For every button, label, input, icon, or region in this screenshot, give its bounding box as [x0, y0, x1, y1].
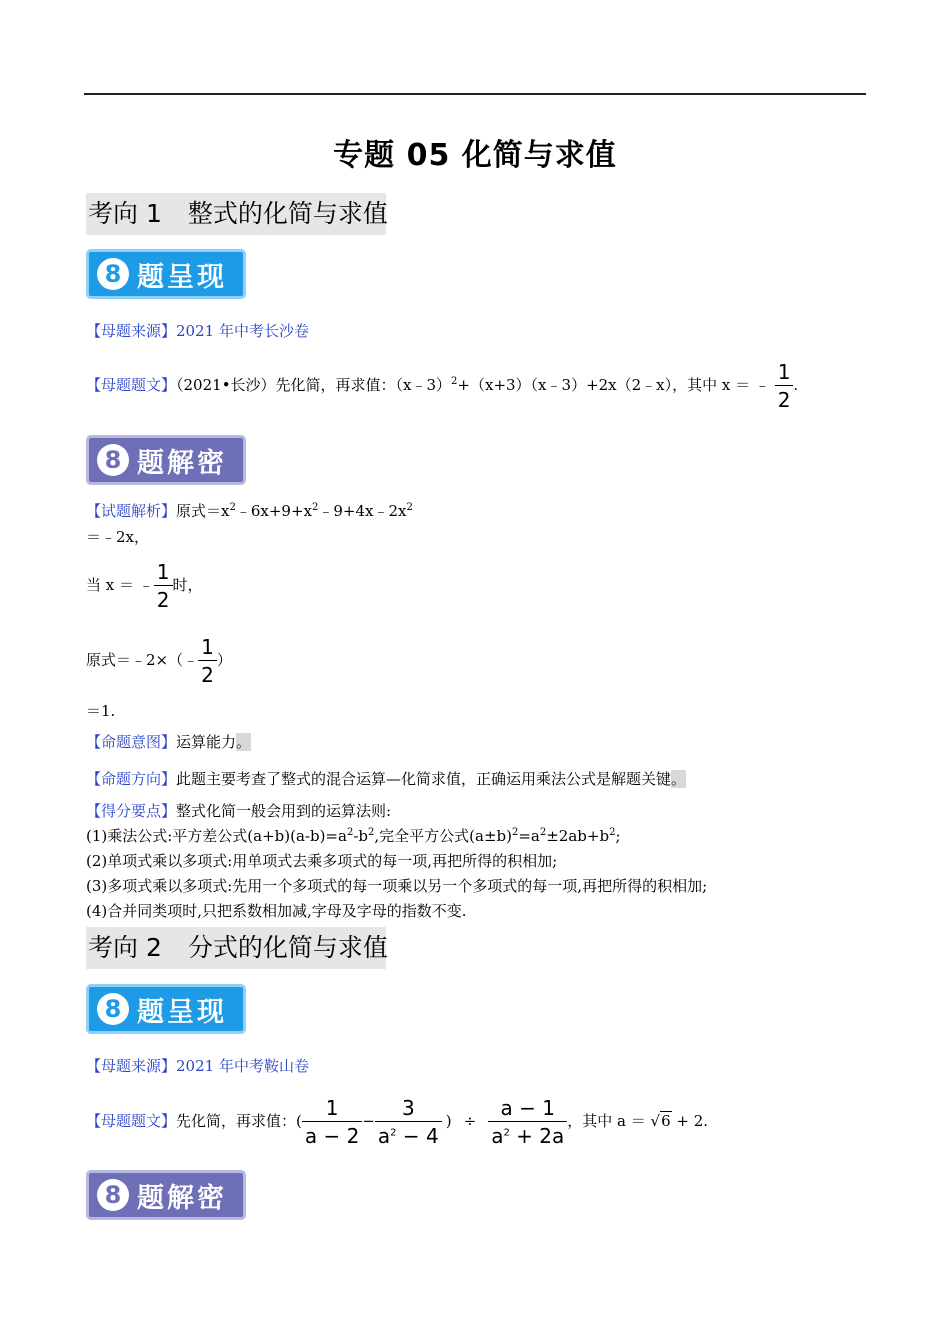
fraction-half: $\frac{1}{2}$ — [198, 634, 217, 689]
section-label: 分式的化简与求值 — [187, 933, 388, 962]
exponent: 2 — [451, 376, 458, 387]
rule-1: (1)乘法公式:平方差公式$(a+b)(a-b)=a^2-b^2$,完全平方公式$(a\pm b)^2=a^2\pm 2ab+b^2$; — [86, 827, 621, 845]
problem-solve-badge — [86, 1170, 246, 1220]
step-2: ＝﹣2x， — [86, 528, 150, 546]
section-heading-1 — [86, 193, 386, 235]
question-line: 【母题题文】（2021•长沙）先化简，再求值：（x﹣3）$^2$+（x+3）（x﹣3）+2x（2﹣x），其中 x ＝ ﹣ $\frac{1}{2}$ . — [86, 359, 799, 412]
rule-2: (2)单项式乘以多项式:用单项式去乘多项式的每一项,再把所得的积相加; — [86, 852, 558, 870]
analysis-tag: 【试题解析】 — [86, 502, 177, 520]
problem-present-badge — [86, 984, 246, 1034]
result-line: ＝1. — [86, 702, 116, 720]
direction-line: 【命题方向】此题主要考查了整式的混合运算—化简求值，正确运用乘法公式是解题关键。 — [86, 770, 687, 788]
problem-present-badge — [86, 249, 246, 299]
intent-line: 【命题意图】运算能力。 — [86, 733, 252, 751]
fraction-half: $\frac{1}{2}$ — [154, 559, 173, 614]
badge-label: 题解密 — [137, 1182, 227, 1214]
source-tag: 【母题来源】 — [86, 322, 177, 340]
source-line: 【母题来源】2021 年中考鞍山卷 — [86, 1057, 309, 1075]
page-title: 专题 05 化简与求值 — [333, 138, 617, 173]
eight-icon: 8 — [97, 993, 129, 1025]
sqrt-symbol: √ — [650, 1112, 661, 1130]
fraction-2: $\frac{3}{a^2 - 4}$ — [375, 1095, 442, 1150]
badge-label: 题解密 — [137, 447, 227, 479]
question-line-2: 【母题题文】先化简，再求值：( $\frac{1}{a - 2}$ − $\frac{3}{a^2 - 4}$ ) ÷ $\frac{a - 1}{a^2 + 2a}$ ，其中 a ＝ √6 + 2. — [86, 1095, 709, 1148]
header-rule — [84, 93, 866, 95]
points-line: 【得分要点】整式化简一般会用到的运算法则: — [86, 802, 392, 820]
question-text: （2021•长沙）先化简，再求值：（x﹣3） — [176, 376, 452, 394]
eight-icon: 8 — [97, 444, 129, 476]
rule-3: (3)多项式乘以多项式:先用一个多项式的每一项乘以另一个多项式的每一项,再把所得的积相加; — [86, 877, 708, 895]
section-number: 考向 2 — [88, 933, 162, 962]
rule-4: (4)合并同类项时,只把系数相加减,字母及字母的指数不变. — [86, 902, 467, 920]
eight-icon: 8 — [97, 1179, 129, 1211]
question-tag: 【母题题文】 — [86, 376, 177, 394]
when-line: 当 x ＝ ﹣ $\frac{1}{2}$ 时， — [86, 559, 203, 612]
fraction-half: $\frac{1}{2}$ — [775, 359, 794, 414]
source-line — [86, 321, 309, 341]
source-text: 2021 年中考长沙卷 — [176, 322, 309, 340]
fraction-3: $\frac{a - 1}{a^2 + 2a}$ — [488, 1095, 567, 1150]
section-number: 考向 1 — [88, 199, 162, 228]
badge-label: 题呈现 — [137, 996, 227, 1028]
eight-icon: 8 — [97, 258, 129, 290]
analysis-line: 【试题解析】原式$=x^2﹣6x+9+x^2﹣9+4x﹣2x^2$ — [86, 502, 413, 520]
problem-solve-badge — [86, 435, 246, 485]
section-label: 整式的化简与求值 — [187, 199, 388, 228]
substitution-line: 原式＝﹣2×（﹣ $\frac{1}{2}$ ） — [86, 634, 232, 687]
question-text-rest: +（x+3）（x﹣3）+2x（2﹣x），其中 x ＝ ﹣ — [457, 376, 770, 394]
section-heading-2 — [86, 927, 386, 969]
badge-label: 题呈现 — [137, 261, 227, 293]
fraction-1: $\frac{1}{a - 2}$ — [302, 1095, 362, 1150]
